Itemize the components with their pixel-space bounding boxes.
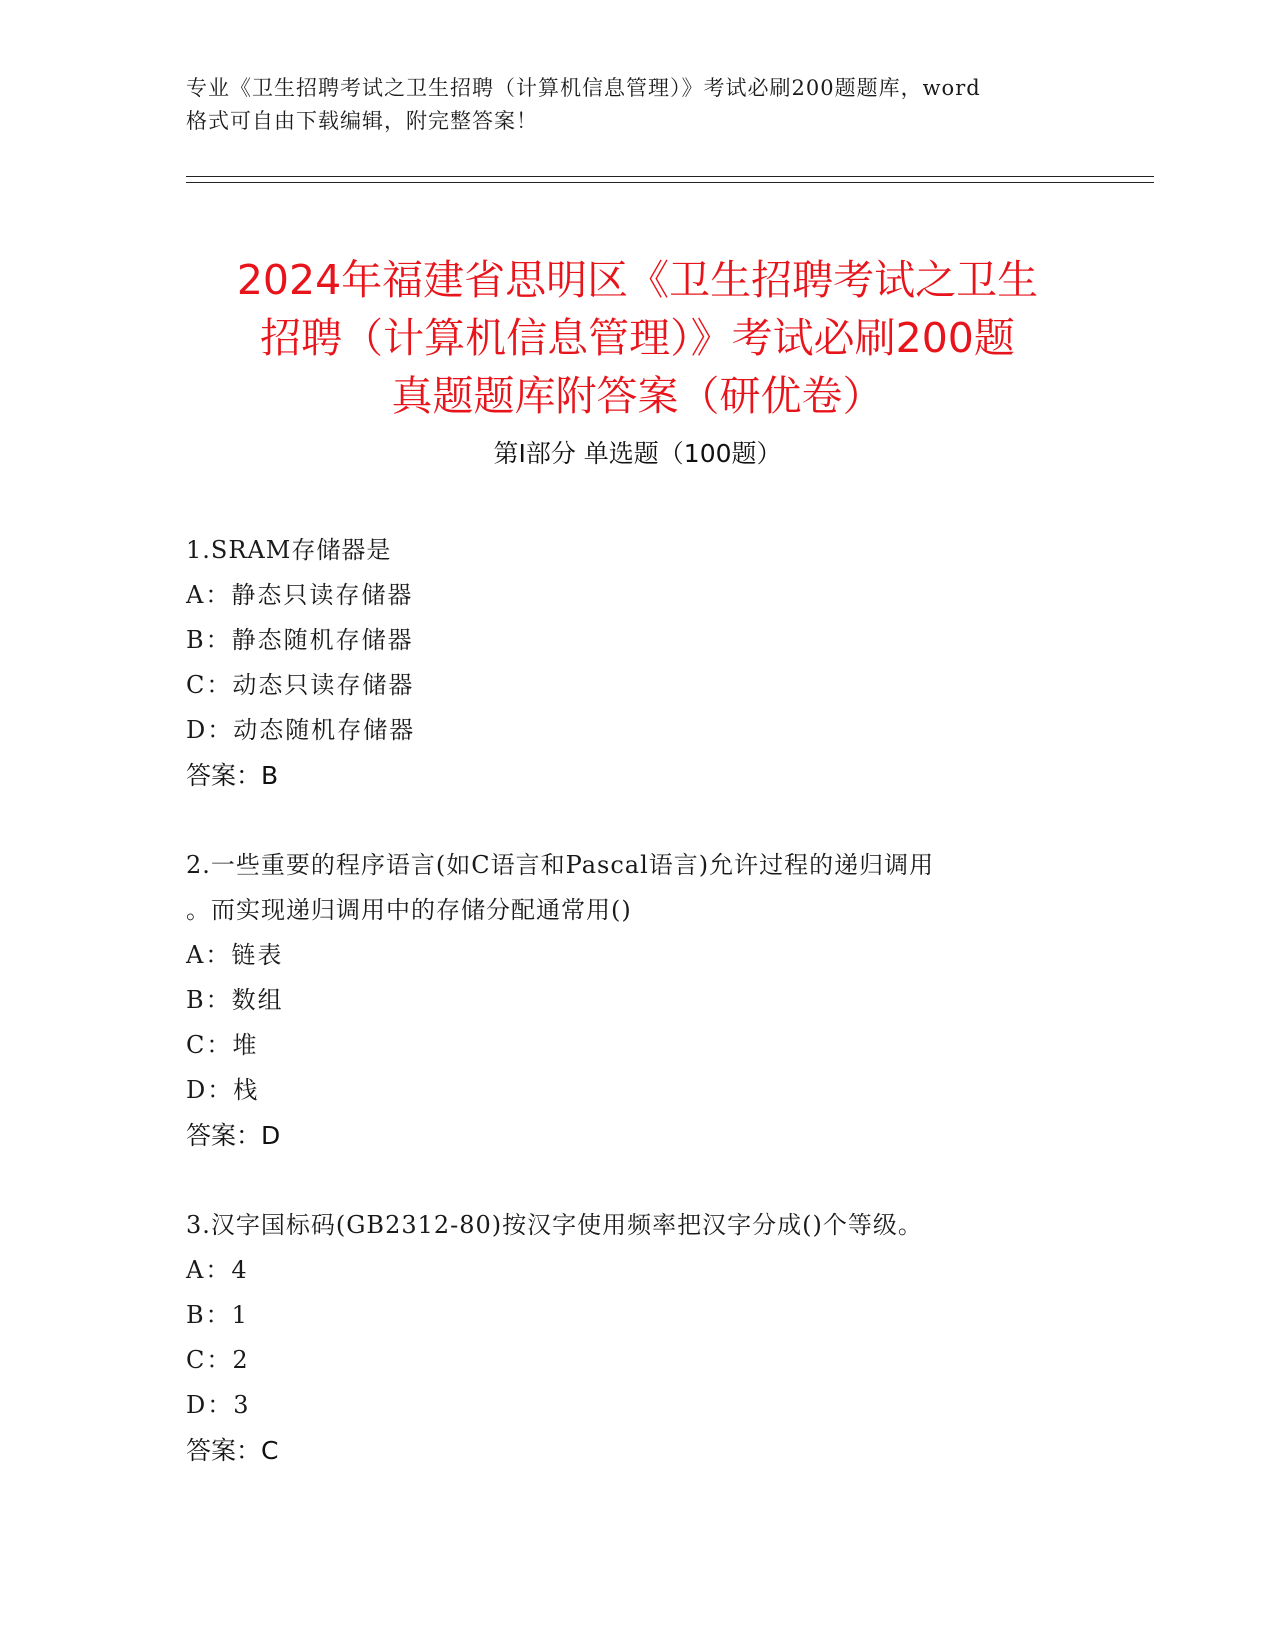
question-stem: 2.一些重要的程序语言(如C语言和Pascal语言)允许过程的递归调用	[186, 851, 935, 879]
question-spacer	[186, 1158, 1086, 1203]
document-title	[150, 251, 1125, 425]
question-stem: 1.SRAM存储器是	[186, 536, 392, 564]
option-a: A：静态只读存储器	[186, 581, 414, 609]
title-line-2: 招聘（计算机信息管理）》考试必刷200题	[260, 314, 1015, 363]
title-line-3: 真题题库附答案（研优卷）	[391, 372, 884, 421]
section-heading: 第Ⅰ部分 单选题（100题）	[493, 439, 782, 468]
question-1	[186, 528, 1086, 798]
option-d: D：栈	[186, 1076, 260, 1104]
option-b: B：数组	[186, 986, 284, 1014]
option-d: D：动态随机存储器	[186, 716, 416, 744]
answer: 答案：D	[186, 1121, 281, 1150]
question-stem: 3.汉字国标码(GB2312-80)按汉字使用频率把汉字分成()个等级。	[186, 1211, 923, 1239]
option-a: A：4	[186, 1256, 249, 1284]
option-b: B：静态随机存储器	[186, 626, 414, 654]
question-stem-continued: 。而实现递归调用中的存储分配通常用()	[186, 896, 632, 924]
option-b: B：1	[186, 1301, 249, 1329]
option-c: C：堆	[186, 1031, 259, 1059]
header-note	[186, 72, 1086, 138]
question-list	[186, 528, 1086, 1473]
option-d: D：3	[186, 1391, 251, 1419]
title-line-1: 2024年福建省思明区《卫生招聘考试之卫生	[236, 256, 1039, 305]
header-note-line-1: 专业《卫生招聘考试之卫生招聘（计算机信息管理）》考试必刷200题题库，word	[186, 76, 981, 100]
question-spacer	[186, 798, 1086, 843]
header-divider-top	[186, 176, 1154, 177]
answer: 答案：B	[186, 761, 279, 790]
option-c: C：动态只读存储器	[186, 671, 415, 699]
header-note-line-2: 格式可自由下载编辑，附完整答案！	[186, 109, 538, 133]
question-3	[186, 1203, 1086, 1473]
header-divider-bottom	[186, 182, 1154, 183]
question-2	[186, 843, 1086, 1158]
answer: 答案：C	[186, 1436, 279, 1465]
option-c: C：2	[186, 1346, 250, 1374]
option-a: A：链表	[186, 941, 284, 969]
